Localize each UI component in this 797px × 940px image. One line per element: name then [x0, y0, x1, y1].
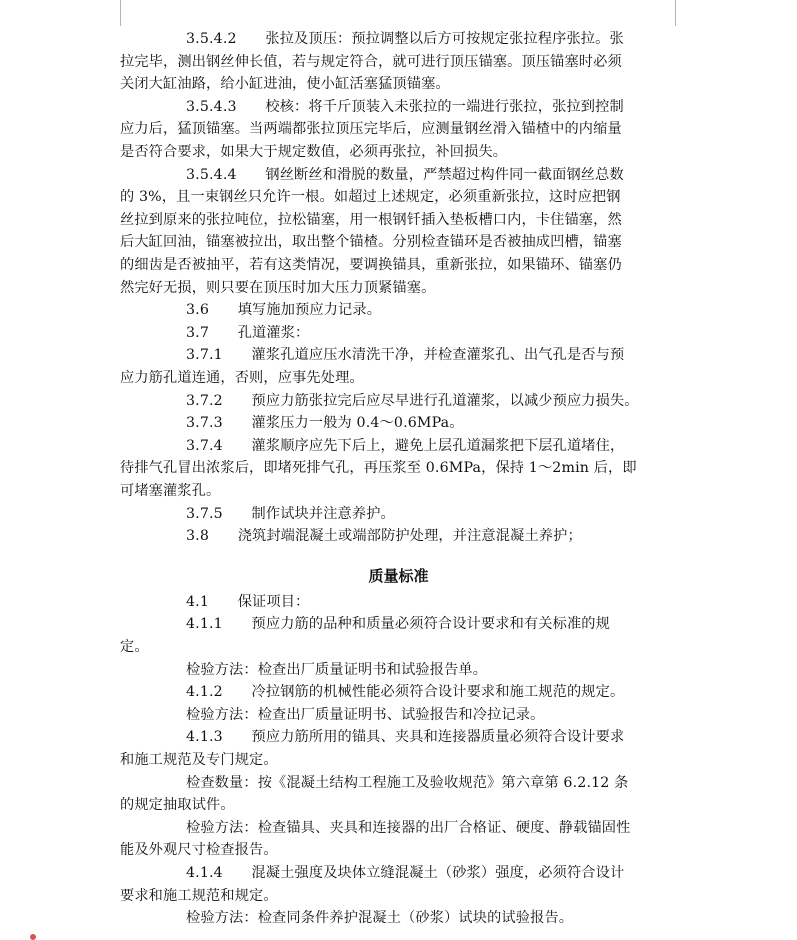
text-line: 3.8 浇筑封端混凝土或端部防护处理，并注意混凝土养护；	[186, 528, 582, 545]
text-line: 关闭大缸油路，给小缸进油，使小缸活塞猛顶锚塞。	[120, 76, 450, 93]
text-line: 的 3%，且一束钢丝只允许一根。如超过上述规定，必须重新张拉，这时应把钢	[120, 189, 621, 206]
text-line: 3.7.5 制作试块并注意养护。	[186, 505, 395, 522]
page-margin-mark-right	[675, 0, 677, 26]
text-line: 然完好无损，则只要在顶压时加大压力顶紧锚塞。	[120, 279, 436, 296]
text-line: 检查数量：按《混凝土结构工程施工及验收规范》第六章第 6.2.12 条	[186, 774, 629, 791]
page-margin-mark-left	[120, 0, 122, 26]
text-line: 待排气孔冒出浓浆后，即堵死排气孔，再压浆至 0.6MPa，保持 1～2min 后，即	[120, 460, 637, 477]
text-line: 4.1.3 预应力筋所用的锚具、夹具和连接器质量必须符合设计要求	[186, 729, 625, 746]
text-line: 3.7.1 灌浆孔道应压水清洗干净，并检查灌浆孔、出气孔是否与预	[186, 347, 625, 364]
text-line: 3.7 孔道灌浆：	[186, 324, 310, 341]
text-line: 要求和施工规范和规定。	[120, 887, 278, 904]
text-line: 的细齿是否被抽平，若有这类情况，要调换锚具，重新张拉，如果锚环、锚塞仍	[120, 257, 622, 273]
text-line: 3.5.4.3 校核：将千斤顶装入未张拉的一端进行张拉，张拉到控制	[186, 98, 624, 115]
text-line: 4.1.1 预应力筋的品种和质量必须符合设计要求和有关标准的规	[186, 616, 610, 633]
text-line: 3.7.2 预应力筋张拉完后应尽早进行孔道灌浆，以减少预应力损失。	[186, 392, 639, 409]
text-line: 后大缸回油，锚塞被拉出，取出整个锚楂。分别检查锚环是否被抽成凹槽，锚塞	[120, 234, 622, 251]
section-heading: 质量标准	[368, 566, 429, 585]
text-line: 是否符合要求，如果大于规定数值，必须再张拉，补回损失。	[120, 144, 508, 160]
text-line: 拉完毕，测出钢丝伸长值，若与规定符合，就可进行顶压锚塞。顶压锚塞时必须	[120, 53, 622, 70]
corner-indicator	[30, 934, 36, 940]
text-line: 3.6 填写施加预应力记录。	[186, 302, 382, 319]
text-line: 应力筋孔道连通，否则，应事先处理。	[120, 370, 364, 386]
text-line: 3.5.4.4 钢丝断丝和滑脱的数量，严禁超过构件同一截面钢丝总数	[186, 166, 624, 183]
text-line: 检验方法：检查出厂质量证明书、试验报告和冷拉记录。	[186, 706, 545, 723]
text-line: 可堵塞灌浆孔。	[120, 483, 221, 499]
text-line: 检验方法：检查同条件养护混凝土（砂浆）试块的试验报告。	[186, 910, 574, 927]
text-line: 定。	[120, 638, 149, 655]
text-line: 3.7.3 灌浆压力一般为 0.4～0.6MPa。	[186, 415, 464, 432]
text-line: 能及外观尺寸检查报告。	[120, 842, 278, 859]
text-line: 3.7.4 灌浆顺序应先下后上，避免上层孔道漏浆把下层孔道堵住，	[186, 437, 625, 454]
text-line: 3.5.4.2 张拉及顶压：预拉调整以后方可按规定张拉程序张拉。张	[186, 31, 624, 47]
text-line: 4.1.4 混凝土强度及块体立缝混凝土（砂浆）强度，必须符合设计	[186, 864, 625, 881]
text-line: 和施工规范及专门规定。	[120, 751, 278, 768]
text-line: 应力后，猛顶锚塞。当两端都张拉顶压完毕后，应测量钢丝滑入锚楂中的内缩量	[120, 121, 622, 138]
text-line: 的规定抽取试件。	[120, 797, 235, 814]
text-line: 4.1 保证项目：	[186, 593, 310, 610]
text-line: 丝拉到原来的张拉吨位，拉松锚塞，用一根钢钎插入垫板槽口内，卡住锚塞，然	[120, 211, 622, 228]
text-line: 检验方法：检查锚具、夹具和连接器的出厂合格证、硬度、静载锚固性	[186, 819, 631, 836]
text-line: 4.1.2 冷拉钢筋的机械性能必须符合设计要求和施工规范的规定。	[186, 684, 625, 701]
text-line: 检验方法：检查出厂质量证明书和试验报告单。	[186, 661, 488, 678]
